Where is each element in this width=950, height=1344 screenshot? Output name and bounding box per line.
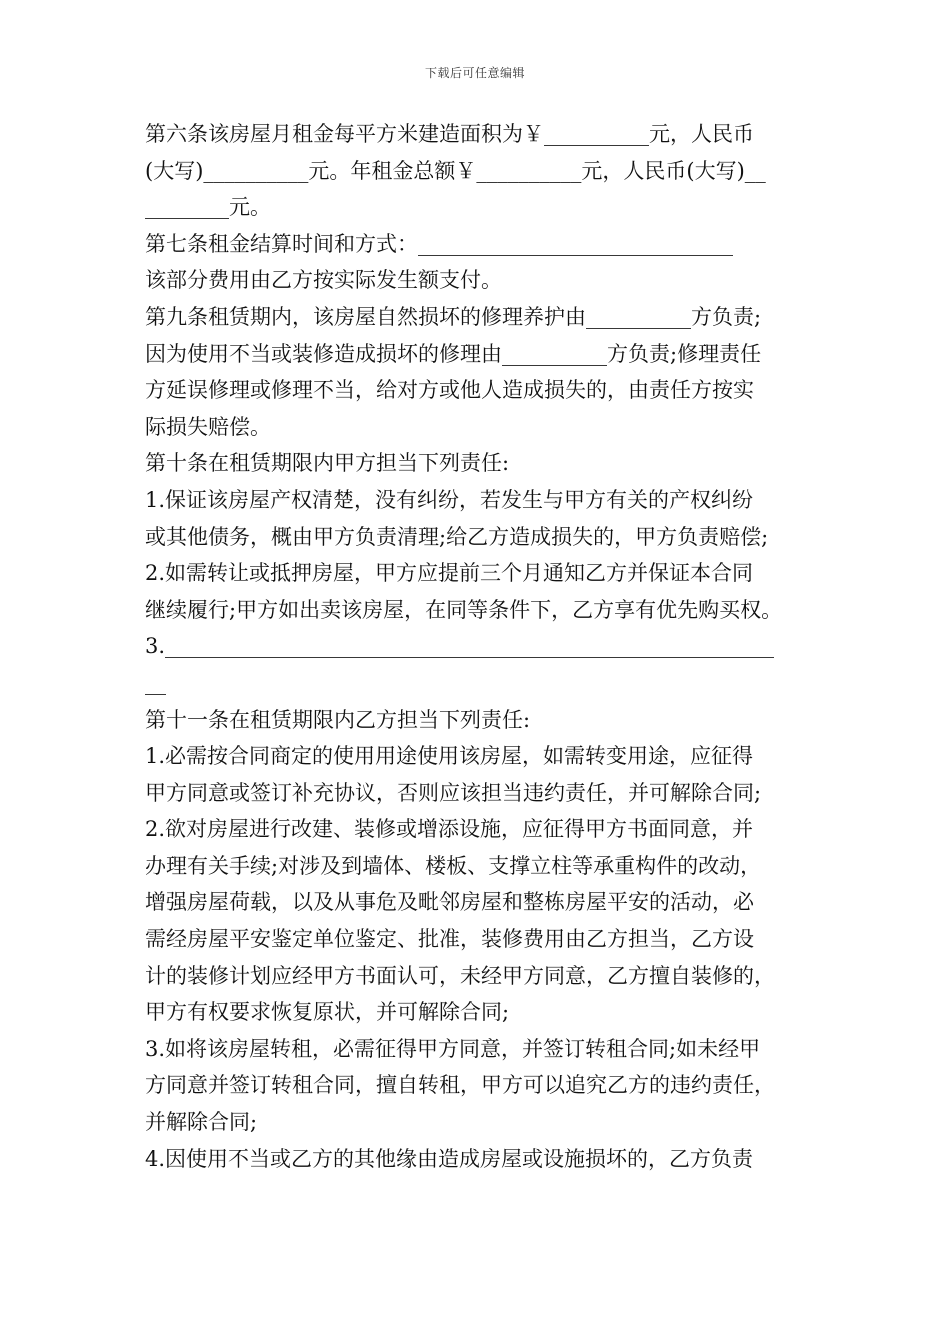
text-line: 办理有关手续;对涉及到墙体、楼板、支撑立柱等承重构件的改动， (145, 853, 762, 878)
text-line: 该部分费用由乙方按实际发生额支付。 (145, 268, 502, 293)
text-line: 继续履行;甲方如出卖该房屋，在同等条件下，乙方享有优先购买权。 (145, 597, 783, 622)
text-line: 并解除合同; (145, 1110, 258, 1135)
text-line: 方延误修理或修理不当，给对方或他人造成损失的，由责任方按实 (145, 378, 754, 403)
text-line: 或其他债务，概由甲方负责清理;给乙方造成损失的，甲方负责赔偿; (145, 524, 769, 549)
text-line: ________元。 (145, 195, 271, 220)
page-header: 下载后可任意编辑 (424, 66, 525, 80)
text-line: 3.__________________________________________________________ (145, 634, 775, 659)
text-line: 1.保证该房屋产权清楚，没有纠纷，若发生与甲方有关的产权纠纷 (145, 487, 754, 512)
text-line: 方同意并签订转租合同，擅自转租，甲方可以追究乙方的违约责任， (145, 1073, 775, 1098)
text-line: 第十条在租赁期限内甲方担当下列责任: (145, 451, 510, 476)
text-line: 计的装修计划应经甲方书面认可，未经甲方同意，乙方擅自装修的， (145, 963, 775, 988)
text-line: 3.如将该房屋转租，必需征得甲方同意，并签订转租合同;如未经甲 (145, 1036, 761, 1061)
text-line: 2.如需转让或抵押房屋，甲方应提前三个月通知乙方并保证本合同 (145, 561, 754, 586)
text-line: 第六条该房屋月租金每平方米建造面积为￥__________元，人民币 (145, 122, 754, 146)
text-line: 2.欲对房屋进行改建、装修或增添设施，应征得甲方书面同意，并 (145, 817, 754, 842)
text-line: __ (145, 670, 166, 695)
text-line: 甲方同意或签订补充协议，否则应该担当违约责任，并可解除合同; (145, 780, 762, 805)
text-line: 需经房屋平安鉴定单位鉴定、批准，装修费用由乙方担当，乙方设 (145, 927, 754, 952)
text-line: 第七条租金结算时间和方式：______________________________ (145, 231, 733, 256)
text-line: 4.因使用不当或乙方的其他缘由造成房屋或设施损坏的，乙方负责 (145, 1146, 754, 1171)
text-line: 因为使用不当或装修造成损坏的修理由__________方负责;修理责任 (145, 341, 762, 366)
document-body (145, 116, 815, 1177)
text-line: 1.必需按合同商定的使用用途使用该房屋，如需转变用途，应征得 (145, 744, 754, 769)
text-line: (大写)__________元。年租金总额￥__________元，人民币(大写)__ (145, 158, 766, 183)
text-line: 际损失赔偿。 (145, 414, 271, 439)
text-line: 增强房屋荷载，以及从事危及毗邻房屋和整栋房屋平安的活动，必 (145, 890, 754, 915)
text-line: 第十一条在租赁期限内乙方担当下列责任: (145, 707, 531, 732)
text-line: 甲方有权要求恢复原状，并可解除合同; (145, 1000, 510, 1025)
text-line: 第九条租赁期内，该房屋自然损坏的修理养护由__________方负责; (145, 304, 762, 329)
